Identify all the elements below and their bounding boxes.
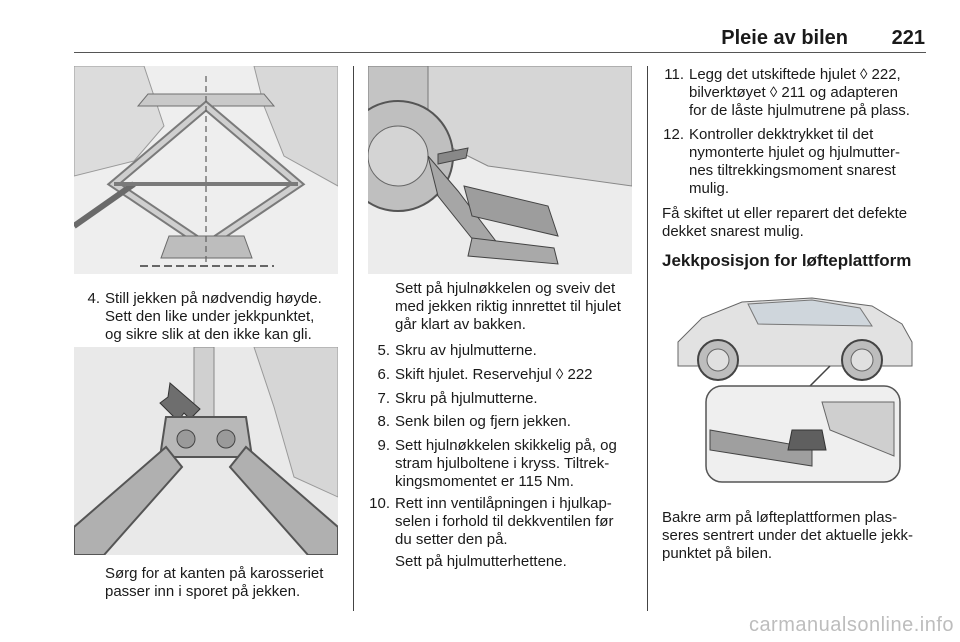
step-6 (368, 366, 638, 384)
step-text-line: Skift hjulet. Reservehjul ◊ 222 (395, 366, 593, 383)
step-number: 8. (377, 413, 390, 430)
step-text-line: du setter den på. (395, 531, 508, 548)
step-text-line: og sikre slik at den ikke kan gli. (105, 326, 312, 343)
text-line: dekket snarest mulig. (662, 223, 804, 240)
closing-paragraph (662, 205, 954, 241)
jack-head-illustration (74, 347, 338, 555)
caption-line: Bakre arm på løfteplattformen plas- (662, 509, 898, 526)
step-text-line: Legg det utskiftede hjulet ◊ 222, (689, 66, 901, 83)
step-4-continued (395, 280, 635, 334)
step-10 (368, 495, 638, 549)
step-number: 10. (369, 495, 390, 512)
text-line: Sett på hjulnøkkelen og sveiv det (395, 280, 616, 297)
step-text-line: Senk bilen og fjern jekken. (395, 413, 571, 430)
step-number: 6. (377, 366, 390, 383)
caption-line: Sørg for at kanten på karosseriet (105, 565, 324, 582)
figure-wheel-jack (368, 66, 632, 274)
step-text-line: Skru på hjulmutterne. (395, 390, 538, 407)
page-number: 221 (891, 27, 925, 49)
caption-line: passer inn i sporet på jekken. (105, 583, 301, 600)
step-5 (368, 342, 638, 360)
step-text-line: Skru av hjulmutterne. (395, 342, 537, 359)
step-text-line: selen i forhold til dekkventilen før (395, 513, 614, 530)
watermark: carmanualsonline.info (748, 614, 954, 636)
step-11 (662, 66, 952, 120)
step-4 (78, 290, 348, 344)
step-text-line: Sett den like under jekkpunktet, (105, 308, 315, 325)
step-text-line: for de låste hjulmutrene på plass. (689, 102, 910, 119)
caption-line: seres sentrert under det aktuelle jekk- (662, 527, 913, 544)
caption-lift-platform (662, 509, 954, 563)
step-text-line: kingsmomentet er 115 Nm. (395, 473, 574, 490)
step-number: 12. (663, 126, 684, 143)
section-heading: Jekkposisjon for løfteplattform (662, 251, 912, 270)
caption-line: punktet på bilen. (662, 545, 773, 562)
step-text-line: Kontroller dekktrykket til det (689, 126, 874, 143)
text-line: går klart av bakken. (395, 316, 526, 333)
lift-platform-illustration (662, 280, 926, 488)
text-line: Få skiftet ut eller reparert det defekte (662, 205, 908, 222)
figure-lift-platform (662, 280, 926, 488)
step-7 (368, 390, 638, 408)
figure-scissor-jack (74, 66, 338, 274)
step-text-line: mulig. (689, 180, 730, 197)
step-text-line: Sett hjulnøkkelen skikkelig på, og (395, 437, 617, 454)
step-number: 11. (664, 66, 684, 83)
step-text-line: nes tiltrekkingsmoment snarest (689, 162, 896, 179)
header-divider (74, 52, 926, 53)
figure-jack-head-closeup (74, 347, 338, 555)
scissor-jack-illustration (74, 66, 338, 274)
step-number: 7. (377, 390, 390, 407)
step-10-note: Sett på hjulmutterhettene. (395, 553, 567, 570)
column-divider-left (353, 66, 354, 611)
text-line: med jekken riktig innrettet til hjulet (395, 298, 621, 315)
caption-jack-head (105, 565, 353, 601)
step-number: 5. (377, 342, 390, 359)
wheel-jack-illustration (368, 66, 632, 274)
step-8 (368, 413, 638, 431)
step-text-line: Rett inn ventilåpningen i hjulkap- (395, 495, 612, 512)
step-number: 9. (377, 437, 390, 454)
page-header-title: Pleie av bilen (721, 27, 848, 49)
step-number: 4. (87, 290, 100, 307)
step-9 (368, 437, 638, 491)
column-divider-right (647, 66, 648, 611)
step-text-line: nymonterte hjulet og hjulmutter- (689, 144, 900, 161)
step-text-line: stram hjulboltene i kryss. Tiltrek- (395, 455, 610, 472)
step-text-line: Still jekken på nødvendig høyde. (105, 290, 322, 307)
step-12 (662, 126, 952, 198)
step-text-line: bilverktøyet ◊ 211 og adapteren (689, 84, 898, 101)
